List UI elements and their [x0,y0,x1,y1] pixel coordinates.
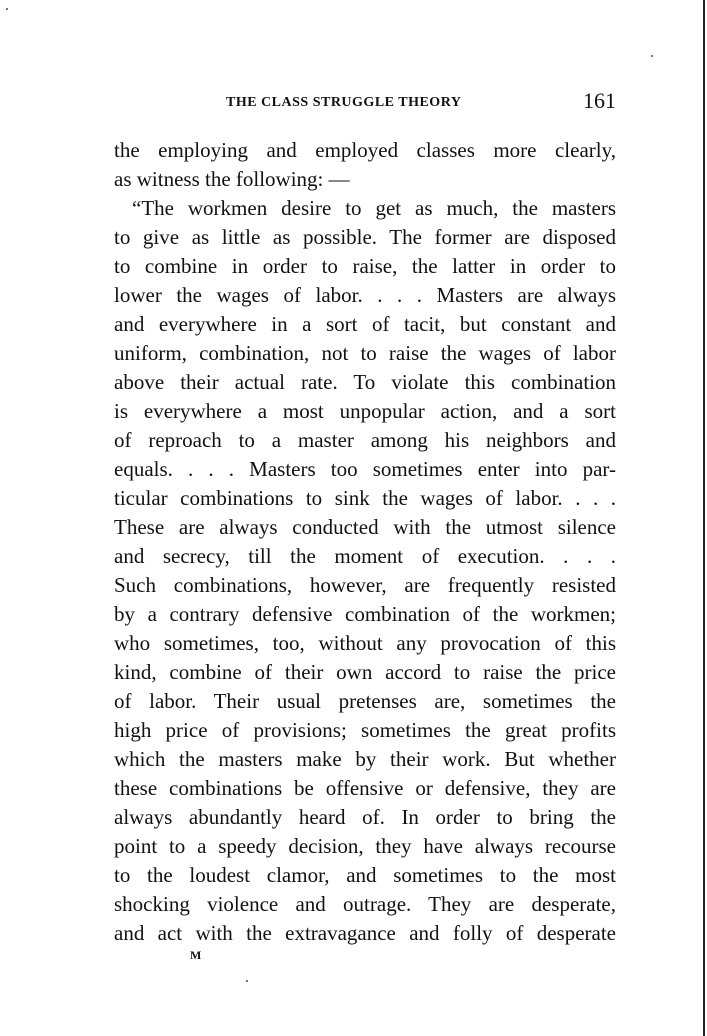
running-title: THE CLASS STRUGGLE THEORY [226,95,462,110]
text-line: point to a speedy decision, they have always recourse [114,834,616,858]
text-line: and act with the extravagance and folly of desperate [114,921,616,945]
text-line: these combinations be offensive or defensive, they are [114,776,616,800]
text-line: and everywhere in a sort of tacit, but constant and [114,312,616,336]
scan-speck [651,55,653,57]
running-head [114,88,616,118]
text-line: high price of provisions; sometimes the great profits [114,718,616,742]
text-line: Such combinations, however, are frequently resisted [114,573,616,597]
text-line: to combine in order to raise, the latter in order to [114,254,616,278]
text-line: ticular combinations to sink the wages of labor. . . . [114,486,616,510]
text-line: kind, combine of their own accord to raise the price [114,660,616,684]
page-edge-shadow [703,0,705,1036]
text-line: These are always conducted with the utmost silence [114,515,616,539]
text-line: “The workmen desire to get as much, the masters [132,196,616,220]
text-line: to give as little as possible. The former are disposed [114,225,616,249]
body-text [114,136,616,948]
text-line: by a contrary defensive combination of the workmen; [114,602,616,626]
text-line: above their actual rate. To violate this combination [114,370,616,394]
signature-mark: M [190,948,202,962]
text-line: and secrecy, till the moment of execution. . . . [114,544,616,568]
text-line: to the loudest clamor, and sometimes to the most [114,863,616,887]
scan-speck [246,980,248,982]
text-line: of reproach to a master among his neighbors and [114,428,616,452]
text-line: equals. . . . Masters too sometimes enter into par- [114,457,616,481]
scan-speck [6,8,8,10]
text-line: shocking violence and outrage. They are desperate, [114,892,616,916]
text-line: always abundantly heard of. In order to bring the [114,805,616,829]
text-line: of labor. Their usual pretenses are, sometimes the [114,689,616,713]
text-line: uniform, combination, not to raise the wages of labor [114,341,616,365]
text-line: as witness the following: — [114,167,350,191]
page-number: 161 [583,88,616,113]
text-line: lower the wages of labor. . . . Masters are always [114,283,616,307]
text-line: which the masters make by their work. But whether [114,747,616,771]
text-line: who sometimes, too, without any provocation of this [114,631,616,655]
text-line: the employing and employed classes more clearly, [114,138,616,162]
text-line: is everywhere a most unpopular action, and a sort [114,399,616,423]
